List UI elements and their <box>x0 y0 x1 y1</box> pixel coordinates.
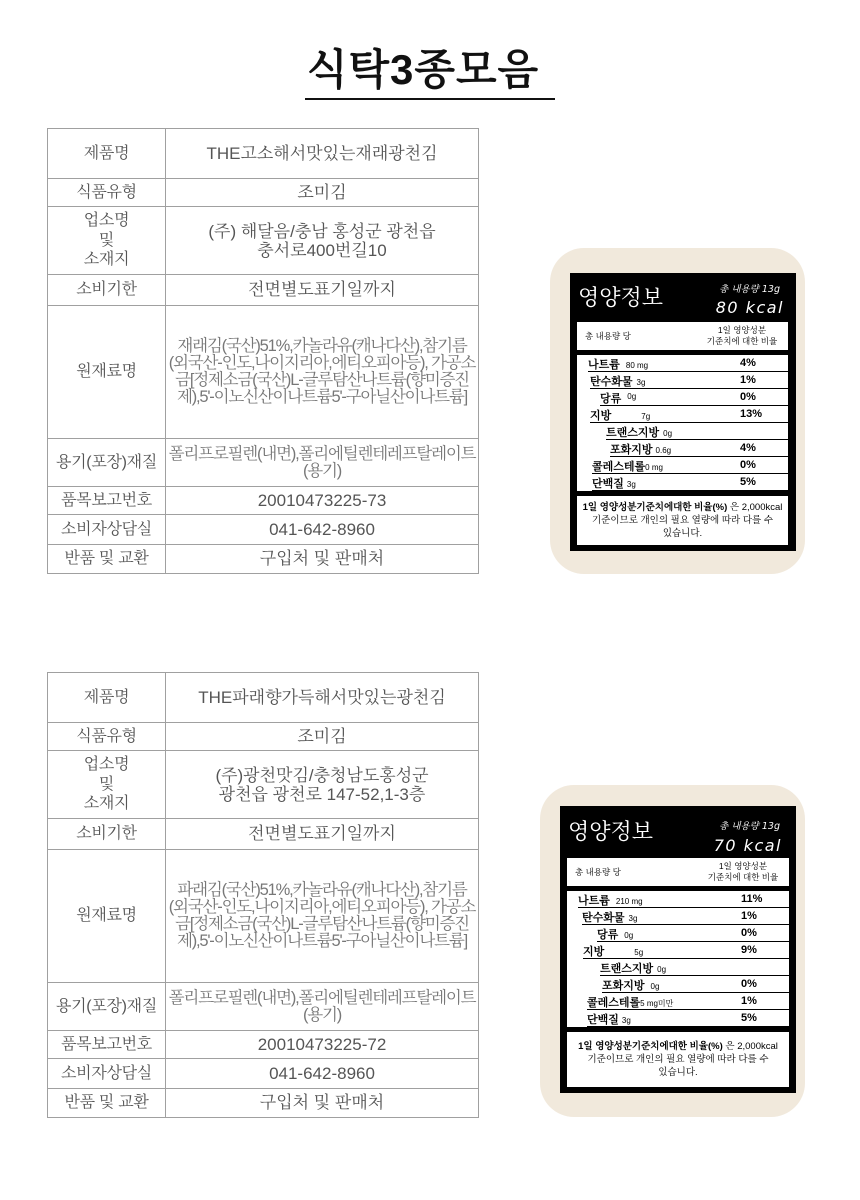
nutrient-amount: 0g <box>624 931 634 940</box>
calories: 70 kcal <box>713 836 782 855</box>
info-label: 소비기한 <box>48 275 166 306</box>
nutrient-row-sodium <box>588 355 788 372</box>
info-label: 소비기한 <box>48 819 166 850</box>
nutrient-amount: 3g <box>636 378 646 387</box>
info-label: 소비자상담실 <box>48 1059 166 1089</box>
daily-value-header <box>700 861 786 883</box>
nutrient-daily-value: 4% <box>740 442 756 454</box>
nutrient-daily-value: 1% <box>740 374 756 386</box>
nutrient-name: 포화지방 <box>610 444 653 456</box>
info-row-expiry <box>48 819 479 850</box>
nutrient-amount: 0 mg <box>645 463 663 472</box>
nutrient-name: 지방 <box>583 946 605 958</box>
nutrient-amount: 0g <box>650 982 660 991</box>
info-label: 제품명 <box>48 129 166 179</box>
footnote-rest: 은 2,000kcal 기준이므로 개인의 필요 열량에 따라 다를 수 있습니다. <box>587 1041 778 1078</box>
info-row-consumer-hotline <box>48 1059 479 1089</box>
info-value: 20010473225-73 <box>166 487 479 515</box>
info-value: 조미김 <box>166 179 479 207</box>
nutrient-name: 탄수화물 <box>582 912 625 924</box>
nutrient-amount: 3g <box>621 1016 631 1025</box>
nutrient-amount: 0g <box>627 392 637 401</box>
info-row-report-number <box>48 487 479 515</box>
info-value: THE파래향가득해서맛있는광천김 <box>166 673 479 723</box>
nutrient-name: 나트륨 <box>578 895 610 907</box>
info-row-business-address <box>48 751 479 819</box>
info-label: 반품 및 교환 <box>48 545 166 574</box>
nutrition-heading: 영양정보 <box>568 820 654 845</box>
info-row-food-type <box>48 723 479 751</box>
info-value: 폴리프로필렌(내면),폴리에틸렌테레프탈레이트(용기) <box>166 983 479 1031</box>
daily-value-header-line: 1일 영양성분 <box>717 325 767 335</box>
nutrient-amount: 3g <box>628 914 638 923</box>
footnote-bold: 1일 영양성분기준치에대한 비율(%) <box>578 1041 723 1052</box>
info-row-business-address <box>48 207 479 275</box>
info-value: 전면별도표기일까지 <box>166 819 479 850</box>
info-value: (주)광천맛김/충청남도홍성군 광천읍 광천로 147-52,1-3층 <box>166 751 479 819</box>
info-value: 폴리프로필렌(내면),폴리에틸렌테레프탈레이트(용기) <box>166 439 479 487</box>
nutrient-daily-value: 4% <box>740 357 756 369</box>
info-value: THE고소해서맛있는재래광천김 <box>166 129 479 179</box>
nutrient-amount: 0.6g <box>655 446 672 455</box>
info-label: 업소명 및 소재지 <box>48 207 166 275</box>
per-serving-label: 총 내용량 당 <box>585 331 631 341</box>
nutrient-row-saturated-fat <box>610 440 788 457</box>
nutrient-row-carbohydrate <box>590 372 788 389</box>
info-label: 반품 및 교환 <box>48 1089 166 1118</box>
nutrient-daily-value: 5% <box>740 476 756 488</box>
info-row-packaging-material <box>48 439 479 487</box>
nutrient-daily-value: 1% <box>741 995 757 1007</box>
nutrient-daily-value: 0% <box>740 391 756 403</box>
nutrient-amount: 210 mg <box>615 897 643 906</box>
nutrition-heading: 영양정보 <box>578 286 664 311</box>
info-row-consumer-hotline <box>48 515 479 545</box>
info-label: 원재료명 <box>48 850 166 983</box>
calories: 80 kcal <box>715 298 784 317</box>
info-row-ingredients <box>48 306 479 439</box>
nutrient-row-saturated-fat <box>602 976 789 993</box>
nutrient-row-protein <box>587 1010 789 1027</box>
nutrient-name: 콜레스테롤 <box>587 997 641 1009</box>
info-value: 20010473225-72 <box>166 1031 479 1059</box>
daily-value-footnote <box>577 496 788 545</box>
nutrient-name: 단백질 <box>592 478 624 490</box>
nutrient-row-protein <box>592 474 788 491</box>
info-row-product-name <box>48 673 479 723</box>
nutrient-amount: 0g <box>663 429 673 438</box>
nutrient-row-sugars <box>597 925 789 942</box>
nutrient-row-trans-fat <box>606 423 788 440</box>
info-row-ingredients <box>48 850 479 983</box>
nutrition-facts-panel <box>560 806 796 1093</box>
info-row-packaging-material <box>48 983 479 1031</box>
info-label: 업소명 및 소재지 <box>48 751 166 819</box>
info-label: 식품유형 <box>48 723 166 751</box>
nutrient-daily-value: 0% <box>741 927 757 939</box>
nutrition-table-header <box>577 322 788 350</box>
nutrient-daily-value: 0% <box>740 459 756 471</box>
product-info-table <box>47 128 479 574</box>
nutrition-facts-card <box>540 785 805 1117</box>
info-label: 품목보고번호 <box>48 1031 166 1059</box>
nutrition-facts-card <box>550 248 805 574</box>
nutrient-row-sugars <box>600 389 788 406</box>
nutrient-row-trans-fat <box>600 959 789 976</box>
nutrient-amount: 5g <box>634 948 644 957</box>
info-row-product-name <box>48 129 479 179</box>
nutrient-name: 트랜스지방 <box>606 427 660 439</box>
nutrient-name: 트랜스지방 <box>600 963 654 975</box>
info-row-returns <box>48 1089 479 1118</box>
nutrition-table <box>577 322 788 545</box>
nutrient-daily-value: 1% <box>741 910 757 922</box>
nutrient-row-sodium <box>578 891 789 908</box>
nutrient-amount: 0g <box>657 965 667 974</box>
daily-value-header-line: 기준치에 대한 비율 <box>707 872 779 882</box>
footnote-rest: 은 2,000kcal 기준이므로 개인의 필요 열량에 따라 다를 수 있습니다. <box>591 502 783 539</box>
info-label: 용기(포장)재질 <box>48 439 166 487</box>
nutrient-name: 당류 <box>597 929 619 941</box>
daily-value-header-line: 기준치에 대한 비율 <box>706 336 778 346</box>
page-title: 식탁3종모음 <box>305 44 555 100</box>
info-value: 재래김(국산)51%,카놀라유(캐나다산),참기름(외국산-인도,나이지리아,에티오피아등), 가공소금[정제소금(국산)L-글루탐산나트륨(향미증진제),5'-이노신산이나트륨5'-구아닐산이나트륨] <box>166 306 479 439</box>
nutrient-daily-value: 11% <box>741 893 763 905</box>
info-label: 품목보고번호 <box>48 487 166 515</box>
info-value: (주) 해달음/충남 홍성군 광천읍 충서로400번길10 <box>166 207 479 275</box>
nutrient-row-fat <box>583 942 789 959</box>
info-value: 조미김 <box>166 723 479 751</box>
nutrient-name: 당류 <box>600 393 622 405</box>
nutrient-amount: 80 mg <box>625 361 649 370</box>
info-value: 041-642-8960 <box>166 515 479 545</box>
info-value: 구입처 및 판매처 <box>166 545 479 574</box>
nutrient-daily-value: 5% <box>741 1012 757 1024</box>
nutrient-row-carbohydrate <box>582 908 789 925</box>
daily-value-footnote <box>567 1032 789 1087</box>
nutrient-name: 단백질 <box>587 1014 619 1026</box>
nutrient-daily-value: 13% <box>740 408 763 420</box>
footnote-text <box>571 1040 785 1079</box>
title-area <box>0 44 860 100</box>
info-value: 파래김(국산)51%,카놀라유(캐나다산),참기름(외국산-인도,나이지리아,에티오피아등), 가공소금[정제소금(국산)L-글루탐산나트륨(향미증진제),5'-이노신산이나트륨5'-구아닐산이나트륨] <box>166 850 479 983</box>
nutrient-daily-value: 0% <box>741 978 757 990</box>
nutrient-name: 포화지방 <box>602 980 645 992</box>
nutrient-row-cholesterol <box>587 993 789 1010</box>
daily-value-header <box>699 325 785 347</box>
nutrient-daily-value: 9% <box>741 944 757 956</box>
total-content: 총 내용량 13g <box>719 821 780 832</box>
nutrition-table-header <box>567 858 789 886</box>
info-row-returns <box>48 545 479 574</box>
daily-value-header-line: 1일 영양성분 <box>718 861 768 871</box>
nutrient-name: 나트륨 <box>588 359 620 371</box>
nutrient-row-fat <box>590 406 788 423</box>
nutrient-name: 콜레스테롤 <box>592 461 646 473</box>
nutrient-row-cholesterol <box>592 457 788 474</box>
nutrient-name: 지방 <box>590 410 612 422</box>
footnote-bold: 1일 영양성분기준치에대한 비율(%) <box>582 502 728 513</box>
per-serving-label: 총 내용량 당 <box>575 867 621 877</box>
info-row-expiry <box>48 275 479 306</box>
nutrition-table <box>567 858 789 1087</box>
nutrient-name: 탄수화물 <box>590 376 633 388</box>
info-value: 전면별도표기일까지 <box>166 275 479 306</box>
info-row-report-number <box>48 1031 479 1059</box>
info-label: 제품명 <box>48 673 166 723</box>
product-info-table <box>47 672 479 1118</box>
info-label: 원재료명 <box>48 306 166 439</box>
info-label: 용기(포장)재질 <box>48 983 166 1031</box>
info-row-food-type <box>48 179 479 207</box>
info-label: 소비자상담실 <box>48 515 166 545</box>
info-label: 식품유형 <box>48 179 166 207</box>
nutrient-amount: 3g <box>626 480 636 489</box>
total-content: 총 내용량 13g <box>719 284 780 295</box>
info-value: 041-642-8960 <box>166 1059 479 1089</box>
nutrient-amount: 5 mg미만 <box>640 999 674 1008</box>
nutrition-facts-panel <box>570 273 796 551</box>
footnote-text <box>581 501 784 540</box>
nutrient-amount: 7g <box>641 412 651 421</box>
info-value: 구입처 및 판매처 <box>166 1089 479 1118</box>
